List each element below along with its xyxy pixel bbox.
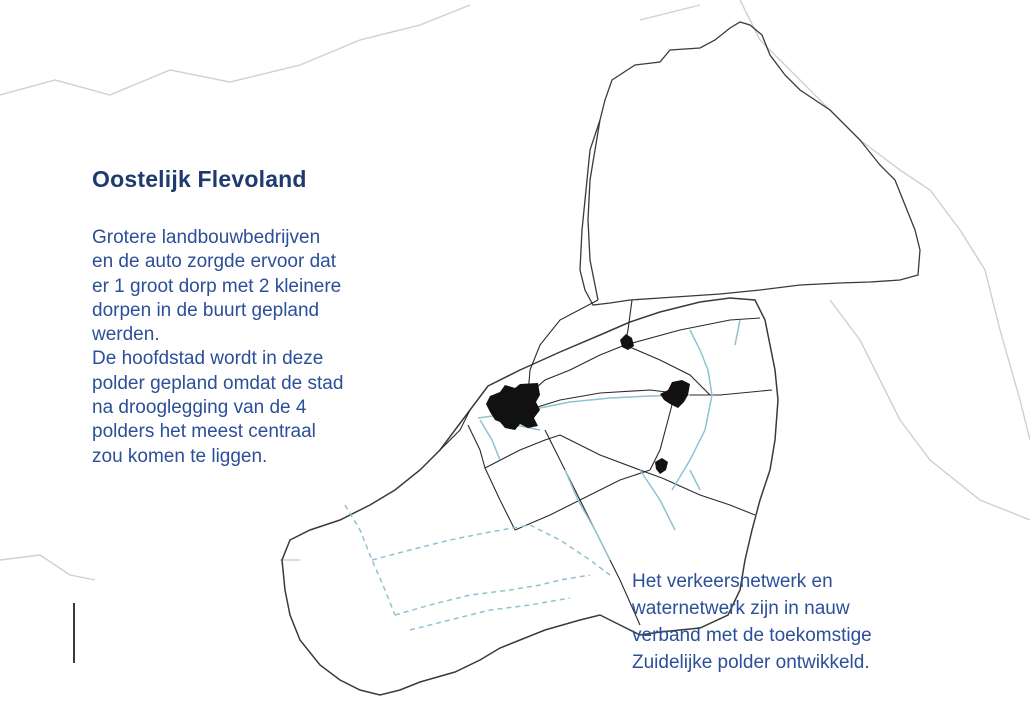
planned-water-network <box>345 505 610 630</box>
settlement-dronten <box>660 380 690 408</box>
description-paragraph: Grotere landbouwbedrijven en de auto zorgde ervoor dat er 1 groot dorp met 2 kleinere dorpen in de buurt gepland werden. De hoofdstad wordt in deze polder gepland omdat de stad na drooglegging van de 4 polders het meest centraal zou komen te liggen. <box>92 227 344 467</box>
slide-margin-line <box>73 603 75 663</box>
northern-polder-outline <box>580 22 920 305</box>
map-caption: Het verkeersnetwerk en waternetwerk zijn in nauw verband met de toekomstige Zuidelijke polder ontwikkeld. <box>632 571 872 673</box>
settlement-biddinghuizen <box>655 458 668 474</box>
page-title: Oostelijk Flevoland <box>92 166 307 192</box>
water-network <box>478 320 740 560</box>
settlements <box>486 334 690 474</box>
settlement-lelystad <box>486 383 540 430</box>
